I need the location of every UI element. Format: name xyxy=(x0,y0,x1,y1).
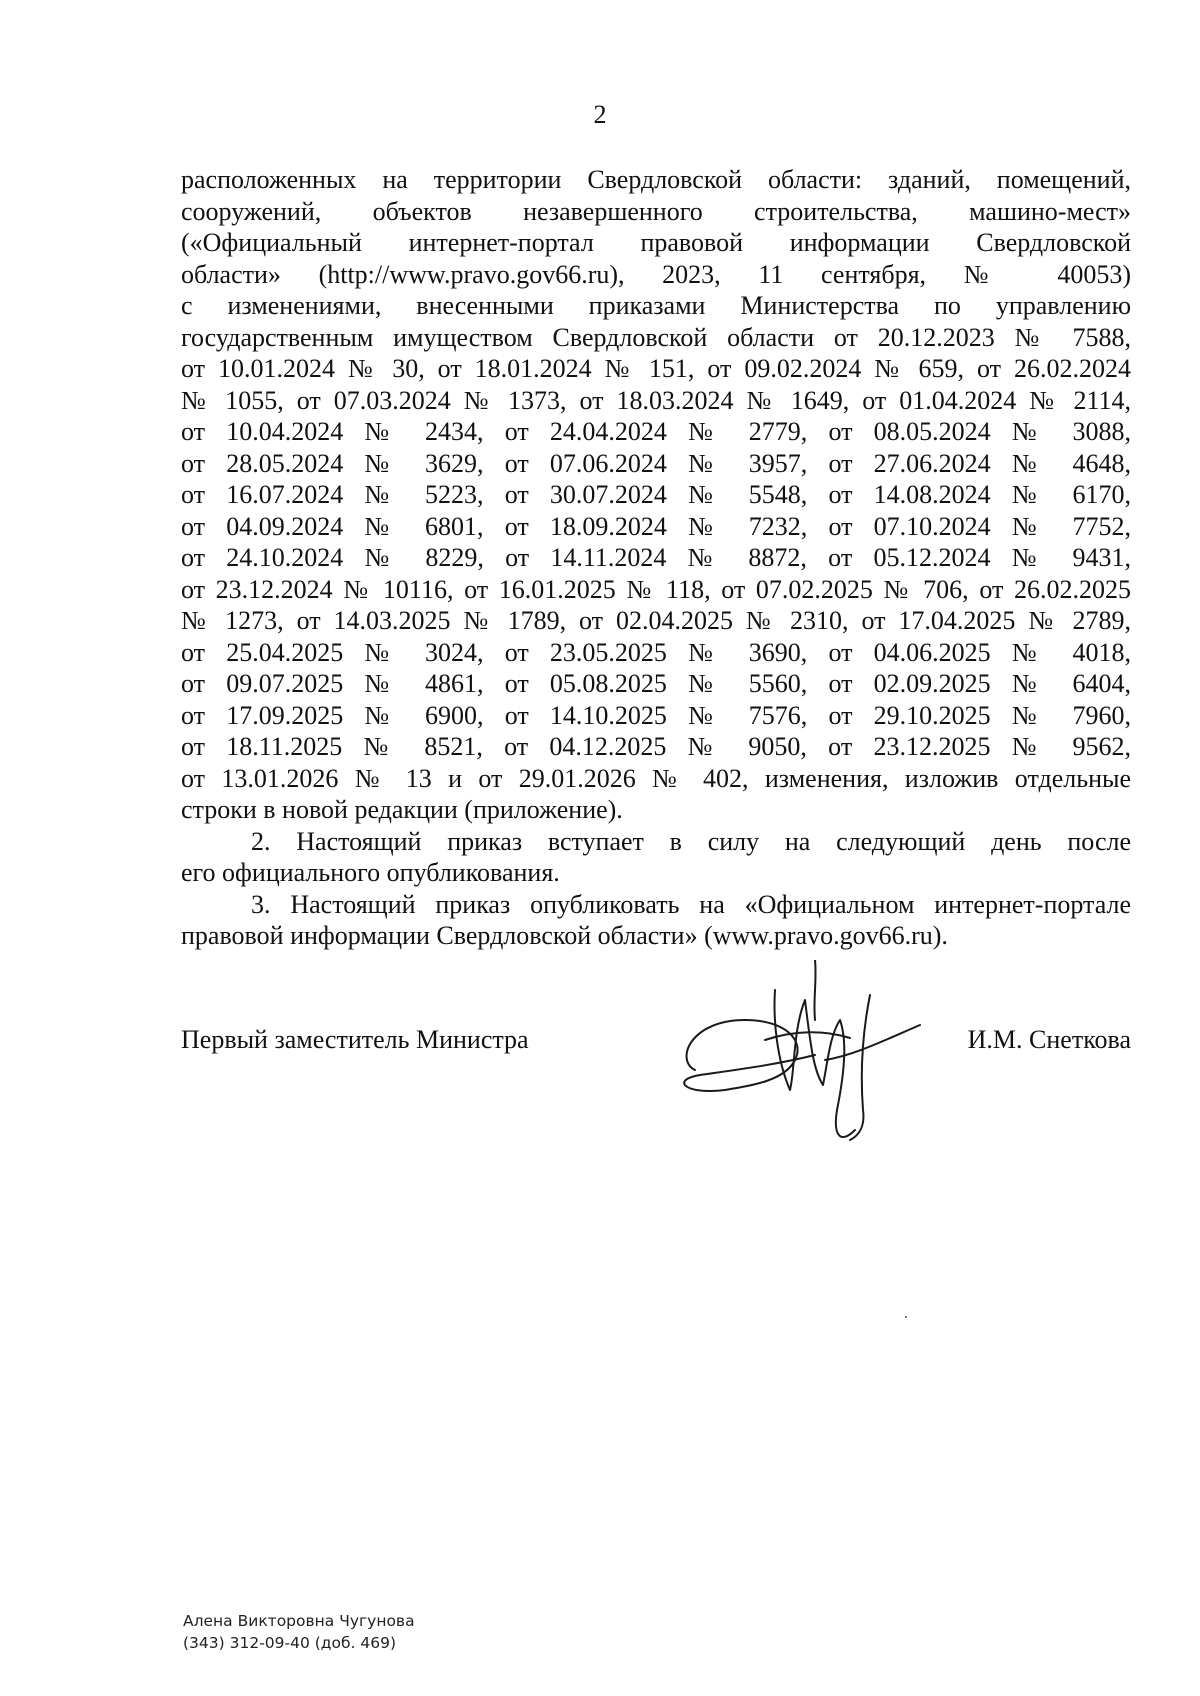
paragraph-2-line: его официального опубликования. xyxy=(181,858,560,887)
paragraph-2-line: 2. Настоящий приказ вступает в силу на следующий день после xyxy=(251,826,1131,856)
body-line: № 1055, от 07.03.2024 № 1373, от 18.03.2024 № 1649, от 01.04.2024 № 2114, xyxy=(181,385,1131,415)
body-line: от 28.05.2024 № 3629, от 07.06.2024 № 3957, от 27.06.2024 № 4648, xyxy=(181,448,1131,478)
executor-info xyxy=(183,1610,415,1654)
body-line: от 09.07.2025 № 4861, от 05.08.2025 № 5560, от 02.09.2025 № 6404, xyxy=(181,669,1131,698)
body-line: сооружений, объектов незавершенного строительства, машино-мест» xyxy=(181,196,1131,226)
signature-block xyxy=(181,1025,1131,1065)
body-line: от 10.04.2024 № 2434, от 24.04.2024 № 2779, от 08.05.2024 № 3088, xyxy=(181,417,1131,446)
page-number: 2 xyxy=(593,100,607,129)
signer-name: И.М. Снеткова xyxy=(967,1025,1131,1054)
signer-title: Первый заместитель Министра xyxy=(181,1025,529,1054)
body-line: от 23.12.2024 № 10116, от 16.01.2025 № 118, от 07.02.2025 № 706, от 26.02.2025 xyxy=(181,574,1131,604)
document-body xyxy=(181,164,1131,952)
executor-phone: (343) 312-09-40 (доб. 469) xyxy=(183,1634,397,1652)
body-line: от 04.09.2024 № 6801, от 18.09.2024 № 7232, от 07.10.2024 № 7752, xyxy=(181,511,1131,541)
body-line: расположенных на территории Свердловской области: зданий, помещений, xyxy=(181,165,1131,194)
body-line: строки в новой редакции (приложение). xyxy=(181,795,623,824)
handwritten-signature xyxy=(665,960,945,1160)
body-line: с изменениями, внесенными приказами Министерства по управлению xyxy=(181,291,1131,320)
body-line: от 17.09.2025 № 6900, от 14.10.2025 № 7576, от 29.10.2025 № 7960, xyxy=(181,700,1131,730)
paragraph-3-line: 3. Настоящий приказ опубликовать на «Официальном интернет-портале xyxy=(251,889,1131,919)
body-line: от 10.01.2024 № 30, от 18.01.2024 № 151, от 09.02.2024 № 659, от 26.02.2024 xyxy=(181,354,1131,383)
body-line: от 18.11.2025 № 8521, от 04.12.2025 № 9050, от 23.12.2025 № 9562, xyxy=(181,732,1131,761)
body-line: государственным имуществом Свердловской области от 20.12.2023 № 7588, xyxy=(181,322,1131,352)
scan-dot xyxy=(905,1316,907,1318)
body-line: от 13.01.2026 № 13 и от 29.01.2026 № 402, изменения, изложив отдельные xyxy=(181,763,1131,793)
body-line: № 1273, от 14.03.2025 № 1789, от 02.04.2025 № 2310, от 17.04.2025 № 2789, xyxy=(181,606,1131,635)
paragraph-3-line: правовой информации Свердловской области» (www.pravo.gov66.ru). xyxy=(181,921,948,950)
body-line: от 16.07.2024 № 5223, от 30.07.2024 № 5548, от 14.08.2024 № 6170, xyxy=(181,480,1131,509)
body-line: («Официальный интернет-портал правовой информации Свердловской xyxy=(181,228,1131,257)
executor-name: Алена Викторовна Чугунова xyxy=(183,1612,415,1630)
body-line: от 25.04.2025 № 3024, от 23.05.2025 № 3690, от 04.06.2025 № 4018, xyxy=(181,637,1131,667)
body-line: области» (http://www.pravo.gov66.ru), 2023, 11 сентября, № 40053) xyxy=(181,259,1131,289)
body-line: от 24.10.2024 № 8229, от 14.11.2024 № 8872, от 05.12.2024 № 9431, xyxy=(181,543,1131,572)
